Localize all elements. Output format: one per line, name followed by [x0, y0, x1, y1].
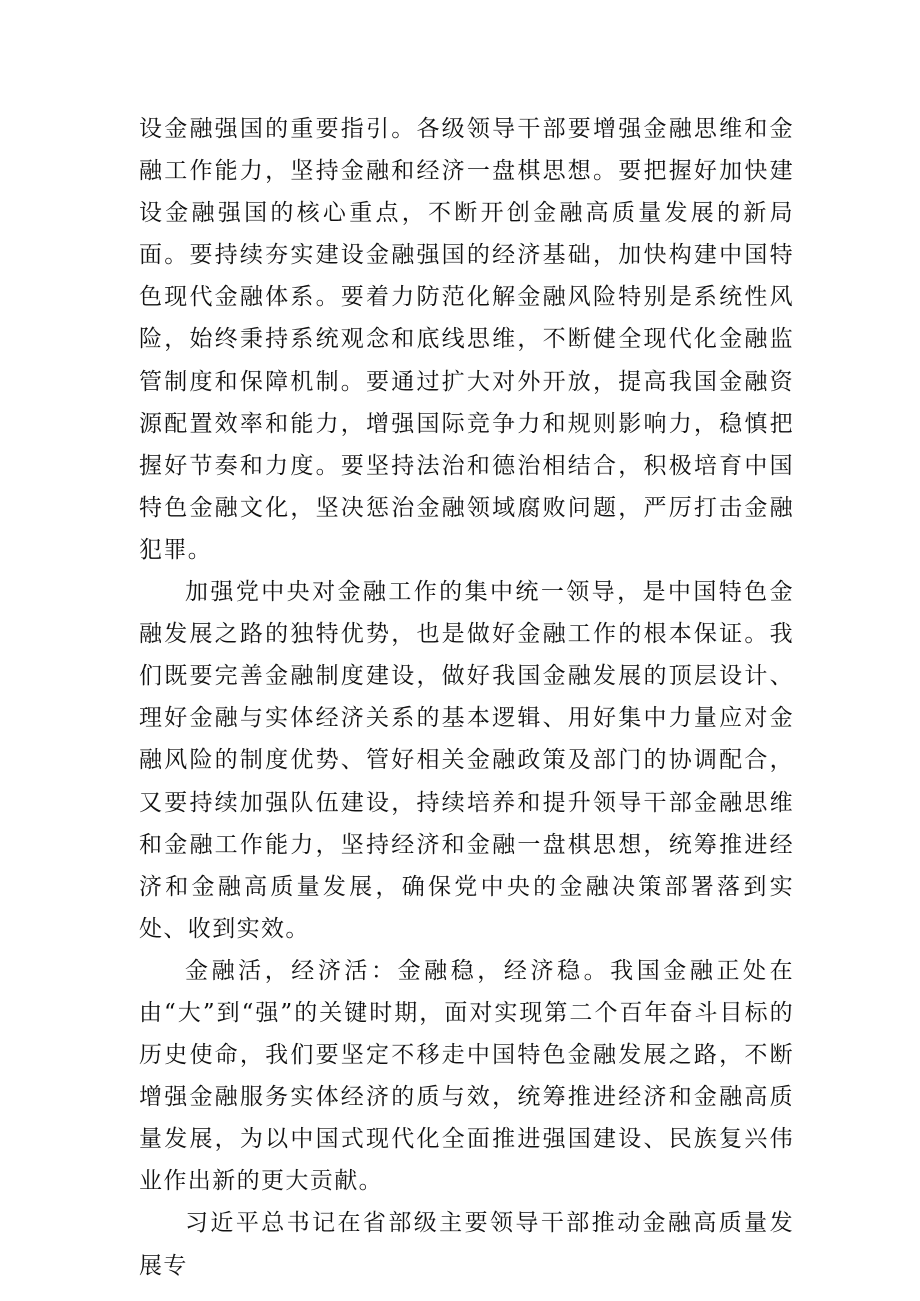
document-body — [139, 108, 794, 1287]
paragraph-2: 加强党中央对金融工作的集中统一领导，是中国特色金融发展之路的独特优势，也是做好金融工作的根本保证。我们既要完善金融制度建设，做好我国金融发展的顶层设计、理好金融与实体经济关系的基本逻辑、用好集中力量应对金融风险的制度优势、管好相关金融政策及部门的协调配合，又要持续加强队伍建设，持续培养和提升领导干部金融思维和金融工作能力，坚持经济和金融一盘棋思想，统筹推进经济和金融高质量发展，确保党中央的金融决策部署落到实处、收到实效。 — [139, 579, 794, 942]
paragraph-1: 设金融强国的重要指引。各级领导干部要增强金融思维和金融工作能力，坚持金融和经济一盘棋思想。要把握好加快建设金融强国的核心重点，不断开创金融高质量发展的新局面。要持续夯实建设金融强国的经济基础，加快构建中国特色现代金融体系。要着力防范化解金融风险特别是系统性风险，始终秉持系统观念和底线思维，不断健全现代化金融监管制度和保障机制。要通过扩大对外开放，提高我国金融资源配置效率和能力，增强国际竞争力和规则影响力，稳慎把握好节奏和力度。要坚持法治和德治相结合，积极培育中国特色金融文化，坚决惩治金融领域腐败问题，严厉打击金融犯罪。 — [139, 116, 794, 563]
paragraph-4: 习近平总书记在省部级主要领导干部推动金融高质量发展专 — [139, 1210, 794, 1279]
paragraph-3: 金融活，经济活：金融稳，经济稳。我国金融正处在由“大”到“强”的关键时期，面对实现第二个百年奋斗目标的历史使命，我们要坚定不移走中国特色金融发展之路，不断增强金融服务实体经济的质与效，统筹推进经济和金融高质量发展，为以中国式现代化全面推进强国建设、民族复兴伟业作出新的更大贡献。 — [139, 957, 794, 1195]
